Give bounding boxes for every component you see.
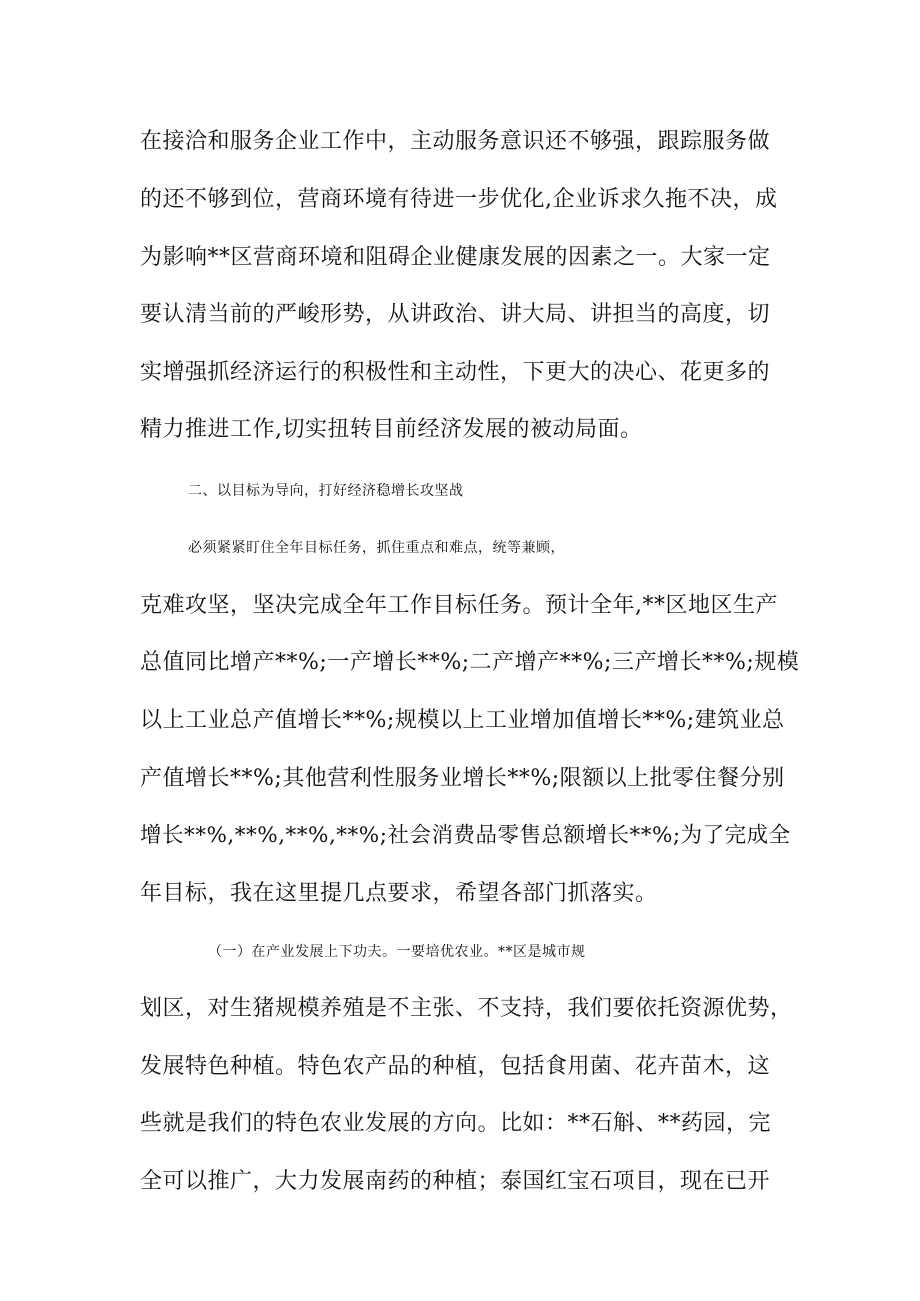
paragraph-2-line-1: 必须紧紧盯住全年目标任务，抓住重点和难点，统等兼顾， bbox=[188, 540, 565, 556]
paragraph-3-line-4: 些就是我们的特色农业发展的方向。比如：**石斛、**药园，完 bbox=[140, 1111, 772, 1136]
paragraph-1-line-6: 精力推进工作,切实扭转目前经济发展的被动局面。 bbox=[140, 417, 643, 442]
paragraph-3-line-3: 发展特色种植。特色农产品的种植，包括食用菌、花卉苗木，这 bbox=[140, 1054, 771, 1079]
paragraph-3-line-5: 全可以推广，大力发展南药的种植；泰国红宝石项目，现在已开 bbox=[140, 1169, 771, 1194]
paragraph-2-line-5: 产值增长**%;其他营利性服务业增长**%;限额以上批零住餐分别 bbox=[140, 766, 785, 791]
paragraph-3-line-2: 划区，对生猪规模养殖是不主张、不支持，我们要依托资源优势， bbox=[140, 996, 793, 1021]
paragraph-1-line-2: 的还不够到位，营商环境有待进一步优化,企业诉求久拖不决，成 bbox=[140, 187, 778, 212]
paragraph-2-line-4: 以上工业总产值增长**%;规模以上工业增加值增长**%;建筑业总 bbox=[140, 708, 785, 733]
paragraph-1-line-5: 实增强抓经济运行的积极性和主动性，下更大的决心、花更多的 bbox=[140, 360, 771, 385]
paragraph-3-line-1: （一）在产业发展上下功夫。一要培优农业。**区是城市规 bbox=[208, 944, 586, 960]
section-heading: 二、以目标为导向，打好经济稳增长攻坚战 bbox=[188, 483, 464, 499]
paragraph-2-line-3: 总值同比增产**%;一产增长**%;二产增产**%;三产增长**%;规模 bbox=[140, 650, 800, 675]
paragraph-2-line-6: 增长**%,**%,**%,**%;社会消费品零售总额增长**%;为了完成全 bbox=[140, 823, 791, 848]
paragraph-2-line-2: 克难攻坚，坚决完成全年工作目标任务。预计全年,**区地区生产 bbox=[140, 593, 778, 618]
paragraph-1-line-3: 为影响**区营商环境和阻碍企业健康发展的因素之一。大家一定 bbox=[140, 245, 771, 270]
paragraph-1-line-4: 要认清当前的严峻形势，从讲政治、讲大局、讲担当的高度，切 bbox=[140, 302, 771, 327]
paragraph-1-line-1: 在接洽和服务企业工作中，主动服务意识还不够强，跟踪服务做 bbox=[140, 129, 771, 154]
paragraph-2-line-7: 年目标，我在这里提几点要求，希望各部门抓落实。 bbox=[140, 881, 658, 906]
